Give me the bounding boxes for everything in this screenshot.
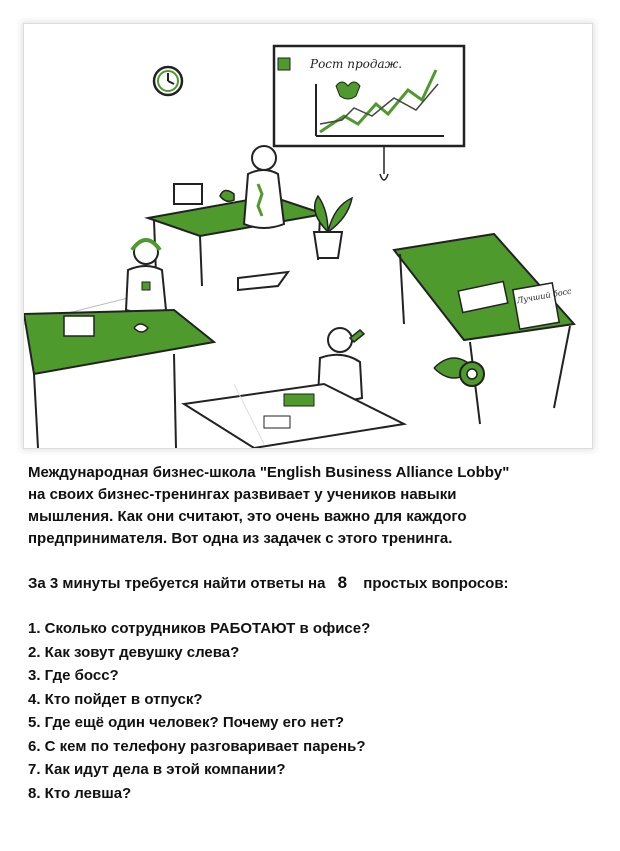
question-count: 8 (337, 573, 348, 592)
question-item: 8. Кто левша? (28, 784, 132, 802)
office-chair-icon (238, 272, 288, 290)
sales-chart-title: Рост продаж. (310, 57, 403, 71)
task-suffix: простых вопросов: (363, 575, 509, 592)
question-item: 2. Как зовут девушку слева? (28, 643, 240, 661)
office-drawing (24, 24, 592, 448)
task-line (28, 572, 598, 595)
clock-icon (154, 67, 182, 95)
question-item: 4. Кто пойдет в отпуск? (28, 690, 203, 708)
intro-line-4: предпринимателя. Вот одна из задачек с этого тренинга. (28, 530, 453, 547)
task-text (28, 462, 598, 805)
guy-on-phone (184, 328, 404, 448)
intro-line-2: на своих бизнес-тренингах развивает у учеников навыки (28, 486, 457, 503)
left-desk (24, 310, 214, 448)
boss-desk (148, 146, 324, 290)
intro-line-1: Международная бизнес-школа "English Business Alliance Lobby" (28, 464, 510, 481)
question-item: 6. С кем по телефону разговаривает парень? (28, 737, 366, 755)
intro-line-3: мышления. Как они считают, это очень важно для каждого (28, 508, 467, 525)
laptop-icon (174, 184, 202, 204)
question-item: 5. Где ещё один человек? Почему его нет? (28, 714, 345, 731)
right-desk (394, 234, 574, 424)
task-prefix: За 3 минуты требуется найти ответы на (28, 575, 326, 592)
girl-with-headset (126, 240, 166, 313)
sales-chart-board (274, 46, 464, 180)
questions-list (28, 617, 598, 805)
boss-sign-label: Лучший босс (516, 286, 573, 306)
coffee-cup-icon (220, 190, 234, 201)
office-illustration (24, 24, 592, 448)
question-item: 3. Где босс? (28, 667, 119, 684)
question-item: 1. Сколько сотрудников РАБОТАЮТ в офисе? (28, 620, 371, 637)
phone-icon (350, 330, 364, 342)
question-item: 7. Как идут дела в этой компании? (28, 761, 286, 778)
